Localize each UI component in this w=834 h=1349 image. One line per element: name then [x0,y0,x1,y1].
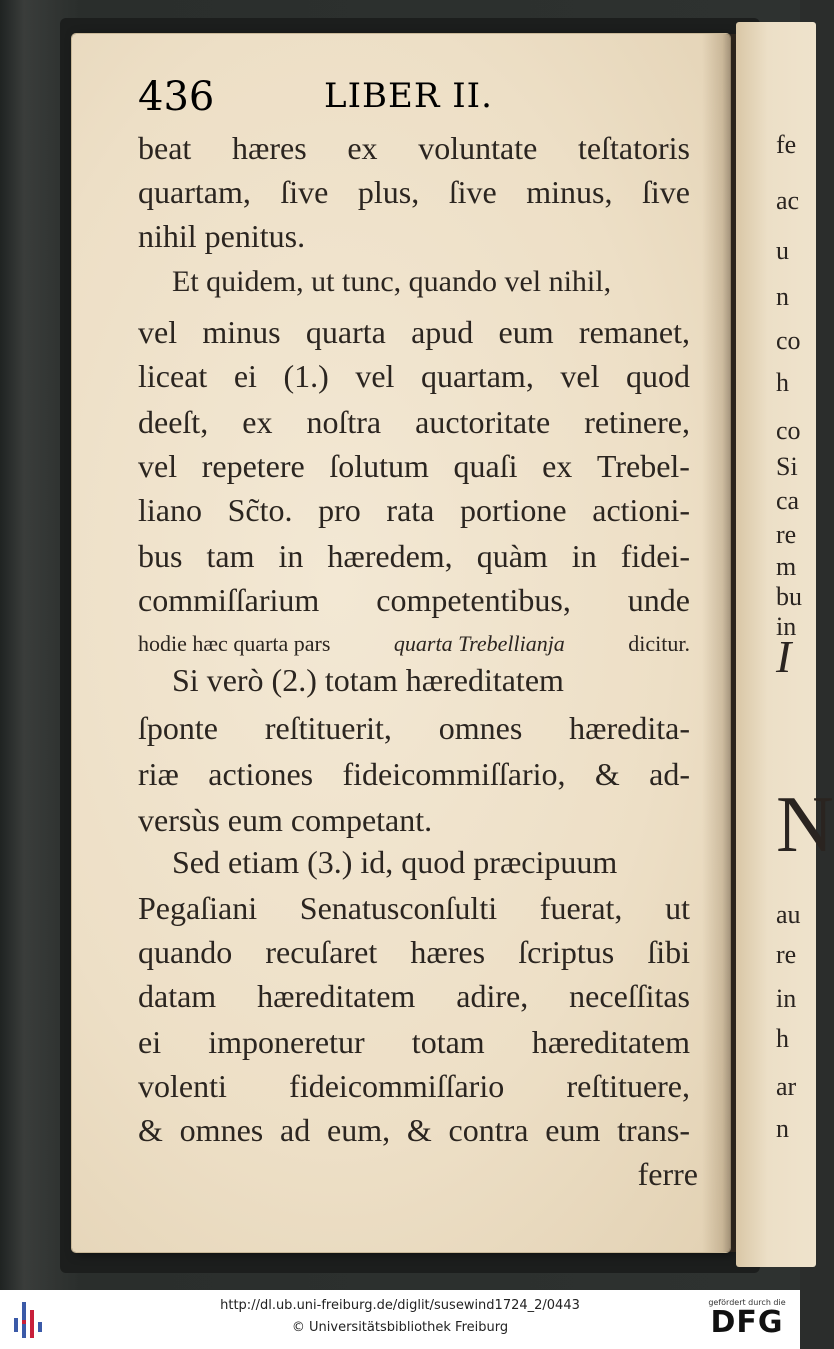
text-line [138,170,690,214]
facing-fragment: ac [776,186,800,215]
word: Senatusconſulti [299,890,498,926]
facing-fragment: in [776,984,797,1013]
text-line [138,214,305,258]
page-gutter [702,34,736,1252]
word: repetere [201,448,305,484]
facing-fragment: fe [776,130,797,159]
text-line [138,974,690,1018]
facing-fragment: n [776,282,789,311]
text-line [138,400,690,444]
word: Sc̃to. [227,492,293,528]
word: hæres [231,130,307,166]
facing-fragment: I [776,631,792,682]
word: liceat [138,358,208,394]
word: & [594,756,620,792]
text-line [138,1020,690,1064]
copyright-notice: © Universitätsbibliothek Freiburg [291,1320,509,1335]
facing-fragment: ca [776,486,800,515]
facing-fragment: Si [776,452,798,481]
sponsor-tag: gefördert durch die [708,1298,786,1307]
text-segment: dicitur. [628,631,690,656]
word: in [571,538,597,574]
word: ad [280,1112,311,1148]
word: remanet, [578,314,690,350]
page-header [138,74,698,122]
dfg-logo [704,1298,790,1342]
word: reſtituere, [566,1068,690,1104]
word: contra [448,1112,529,1148]
facing-fragment: ar [776,1072,797,1101]
word: vel [138,448,178,484]
word: ſive [448,174,497,210]
text-line [138,798,432,842]
word: ſponte [138,710,218,746]
line-text: Sed etiam (3.) id, quod præcipuum [172,844,618,880]
word: fidei- [620,538,690,574]
word: bus [138,538,183,574]
word: fuerat, [539,890,623,926]
text-line [138,444,690,488]
line-text: Et quidem, ut tunc, quando vel nihil, [172,265,612,298]
facing-fragment: re [776,520,797,549]
word: actiones [208,756,314,792]
word: ad- [649,756,690,792]
word: quartam, [420,358,534,394]
facing-fragment: re [776,940,797,969]
running-head: LIBER II. [324,76,493,116]
word: beat [138,130,192,166]
text-line [138,126,690,170]
word: quod [626,358,690,394]
word: reſtituerit, [264,710,392,746]
text-segment: hodie hæc quarta pars [138,631,331,656]
word: volenti [138,1068,227,1104]
word: apud [411,314,474,350]
word: minus [202,314,281,350]
word: omnes [438,710,523,746]
word: quando [138,934,233,970]
text-line [138,354,690,398]
facing-fragment: u [776,236,789,265]
word: adire, [456,978,529,1014]
word: vel [355,358,395,394]
line-text: versùs eum competant. [138,802,433,838]
word: & [138,1112,163,1148]
word: Pegaſiani [138,890,258,926]
word: imponeretur [208,1024,365,1060]
text-line [138,310,690,354]
word: voluntate [418,130,538,166]
facing-fragment: co [776,326,801,355]
word: hæredita- [569,710,690,746]
line-text: nihil penitus. [138,218,306,254]
word: teſtatoris [577,130,690,166]
facing-fragment: n [776,1114,789,1143]
text-line [638,1152,698,1196]
page-number: 436 [138,74,215,120]
facing-fragment: in [776,612,797,641]
word: & [406,1112,432,1148]
facing-page [736,22,834,1267]
word: eum [498,314,554,350]
word: hæredem, [327,538,453,574]
word: plus, [357,174,420,210]
text-line [138,886,690,930]
facing-fragment: au [776,900,801,929]
text-line [138,706,690,750]
word: actioni- [592,492,690,528]
word: hæreditatem [257,978,416,1014]
word: ei [138,1024,162,1060]
text-line [138,1064,690,1108]
word: unde [627,582,690,618]
word: ei [233,358,257,394]
word: noſtra [306,404,382,440]
word: eum, [326,1112,391,1148]
word: vel [560,358,600,394]
facing-fragment: co [776,416,801,445]
word: hæres [410,934,486,970]
word: (1.) [283,358,329,394]
word: pro [318,492,361,528]
word: minus, [526,174,613,210]
word: portione [459,492,567,528]
word: tam [206,538,255,574]
text-line [138,1108,690,1152]
facing-fragment: bu [776,582,802,611]
word: deeſt, [138,404,209,440]
word: fideicommiſſario, [342,756,566,792]
word: quaſi [453,448,518,484]
word: commiſſarium [138,582,320,618]
text-line [138,534,690,578]
word: riæ [138,756,179,792]
word: Trebel- [596,448,690,484]
text-line [172,260,611,304]
word: ſive [641,174,690,210]
text-line [138,930,690,974]
word: rata [386,492,435,528]
word: vel [138,314,178,350]
word: ex [347,130,378,166]
word: omnes [179,1112,264,1148]
word: ſcriptus [518,934,615,970]
facing-fragment: m [776,552,797,581]
word: quarta [305,314,386,350]
word: recuſaret [265,934,378,970]
text-line [172,658,564,702]
word: ut [665,890,690,926]
word: ſibi [647,934,690,970]
word: auctoritate [415,404,551,440]
source-url[interactable]: http://dl.ub.uni-freiburg.de/diglit/susewind1724_2/0443 [220,1298,580,1313]
line-text: ferre [637,1156,698,1192]
word: in [278,538,304,574]
word: eum [545,1112,601,1148]
word: liano [138,492,202,528]
footer-bar [0,1290,800,1349]
word: quàm [476,538,548,574]
word: trans- [617,1112,690,1148]
italic-term: quarta Trebellianja [393,631,565,656]
word: ſolutum [329,448,429,484]
text-line [138,488,690,532]
word: datam [138,978,217,1014]
word: totam [411,1024,485,1060]
line-text: Si verò (2.) totam hæreditatem [172,662,564,698]
text-line [172,840,617,884]
text-line [138,752,690,796]
word: ex [542,448,573,484]
word: ex [242,404,273,440]
word: competentibus, [376,582,571,618]
text-line [138,578,690,622]
word: neceſſitas [569,978,690,1014]
facing-fragment: N [776,781,834,869]
dfg-mark: DFG [710,1305,784,1340]
word: ſive [280,174,329,210]
word: quartam, [138,174,251,210]
word: retinere, [584,404,690,440]
word: hæreditatem [531,1024,690,1060]
facing-fragment: h [776,368,789,397]
word: fideicommiſſario [289,1068,505,1104]
facing-fragment: h [776,1024,789,1053]
